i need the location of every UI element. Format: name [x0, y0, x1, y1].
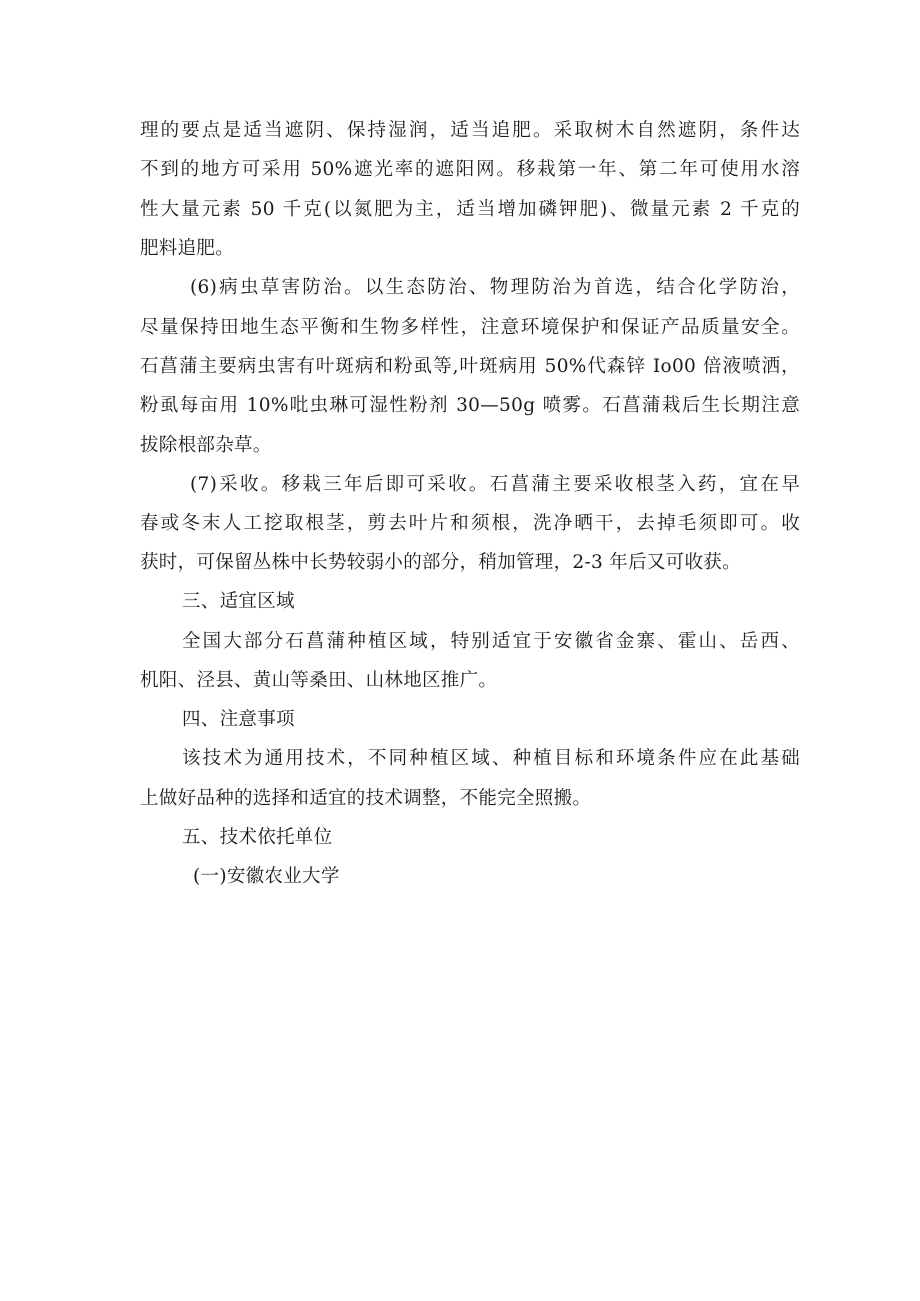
body-text-line: 机阳、泾县、黄山等桑田、山林地区推广。 [140, 670, 498, 691]
body-text-line: 春或冬末人工挖取根茎，剪去叶片和须根，洗净晒干，去掉毛须即可。收 [140, 513, 800, 534]
paragraph-pest-control-start: (6)病虫草害防治。以生态防治、物理防治为首选，结合化学防治， [190, 277, 800, 298]
paragraph-harvest-start: (7)采收。移栽三年后即可采收。石菖蒲主要采收根茎入药，宜在早 [190, 474, 800, 495]
body-text-line: 性大量元素 50 千克(以氮肥为主，适当增加磷钾肥)、微量元素 2 千克的 [140, 199, 800, 220]
body-text-line: 获时，可保留丛株中长势较弱小的部分，稍加管理，2-3 年后又可收获。 [140, 552, 741, 573]
body-text-line: 尽量保持田地生态平衡和生物多样性，注意环境保护和保证产品质量安全。 [140, 317, 800, 338]
body-text-line: 肥料追肥。 [140, 238, 235, 259]
body-text-line: 石菖蒲主要病虫害有叶斑病和粉虱等,叶斑病用 50%代森锌 Io00 倍液喷洒， [140, 356, 800, 377]
body-text-line: 上做好品种的选择和适宜的技术调整，不能完全照搬。 [140, 788, 592, 809]
section-heading-support-unit: 五、技术依托单位 [182, 827, 333, 848]
body-text-line: 理的要点是适当遮阴、保持湿润，适当追肥。采取树木自然遮阴，条件达 [140, 120, 800, 141]
support-unit-item: (一)安徽农业大学 [193, 866, 340, 887]
paragraph-notes: 该技术为通用技术，不同种植区域、种植目标和环境条件应在此基础 [182, 748, 800, 769]
body-text-line: 拔除根部杂草。 [140, 435, 272, 456]
section-heading-notes: 四、注意事项 [182, 709, 295, 730]
body-text-line: 粉虱每亩用 10%吡虫琳可湿性粉剂 30—50g 喷雾。石菖蒲栽后生长期注意 [140, 395, 800, 416]
body-text-line: 不到的地方可采用 50%遮光率的遮阳网。移栽第一年、第二年可使用水溶 [140, 159, 800, 180]
paragraph-suitable-area: 全国大部分石菖蒲种植区域，特别适宜于安徽省金寨、霍山、岳西、 [182, 631, 800, 652]
section-heading-suitable-area: 三、适宜区域 [182, 591, 295, 612]
